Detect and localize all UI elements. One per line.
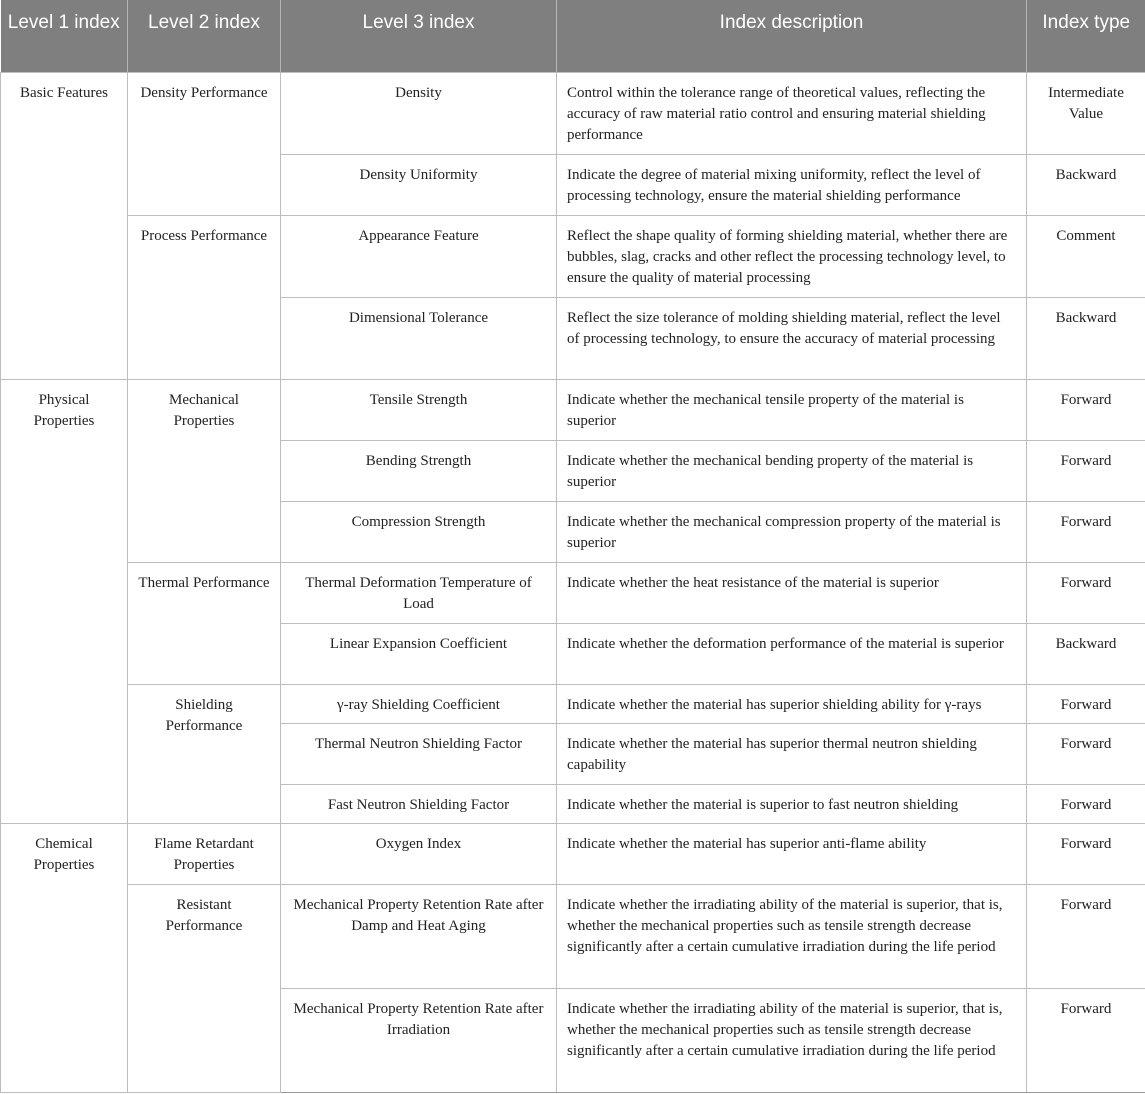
level3-cell: Mechanical Property Retention Rate after Damp and Heat Aging <box>281 884 557 988</box>
description-cell: Indicate whether the deformation performance of the material is superior <box>557 623 1027 684</box>
description-cell: Indicate whether the mechanical tensile property of the material is superior <box>557 379 1027 440</box>
level3-cell: Dimensional Tolerance <box>281 297 557 379</box>
table-row <box>1 684 1145 723</box>
type-cell: Forward <box>1027 501 1145 562</box>
description-cell: Control within the tolerance range of theoretical values, reflecting the accuracy of raw material ratio control and ensuring material shielding performance <box>557 72 1027 154</box>
level2-cell: Mechanical Properties <box>128 379 281 562</box>
level3-cell: Mechanical Property Retention Rate after Irradiation <box>281 988 557 1092</box>
level3-cell: Density Uniformity <box>281 154 557 215</box>
level3-cell: Tensile Strength <box>281 379 557 440</box>
table-row <box>1 379 1145 440</box>
type-cell: Forward <box>1027 723 1145 784</box>
type-cell: Comment <box>1027 215 1145 297</box>
type-cell: Forward <box>1027 988 1145 1092</box>
level2-cell: Flame Retardant Properties <box>128 823 281 884</box>
description-cell: Indicate whether the mechanical bending property of the material is superior <box>557 440 1027 501</box>
type-cell: Intermediate Value <box>1027 72 1145 154</box>
type-cell: Forward <box>1027 562 1145 623</box>
type-cell: Backward <box>1027 623 1145 684</box>
type-cell: Backward <box>1027 154 1145 215</box>
description-cell: Reflect the size tolerance of molding shielding material, reflect the level of processing technology, to ensure the accuracy of material processing <box>557 297 1027 379</box>
description-cell: Indicate whether the material is superior to fast neutron shielding <box>557 784 1027 823</box>
level3-cell: Linear Expansion Coefficient <box>281 623 557 684</box>
table-row <box>1 562 1145 623</box>
level1-cell: Physical Properties <box>1 379 128 823</box>
description-cell: Indicate whether the material has superior shielding ability for γ-rays <box>557 684 1027 723</box>
level2-cell: Density Performance <box>128 72 281 215</box>
type-cell: Forward <box>1027 884 1145 988</box>
type-cell: Forward <box>1027 684 1145 723</box>
description-cell: Indicate whether the heat resistance of the material is superior <box>557 562 1027 623</box>
level2-cell: Resistant Performance <box>128 884 281 1092</box>
header-level2: Level 2 index <box>128 0 281 72</box>
type-cell: Forward <box>1027 379 1145 440</box>
level3-cell: Density <box>281 72 557 154</box>
description-cell: Indicate whether the irradiating ability of the material is superior, that is, whether the mechanical properties such as tensile strength decrease significantly after a certain cumulative irradiation during the life period <box>557 884 1027 988</box>
type-cell: Forward <box>1027 440 1145 501</box>
header-type: Index type <box>1027 0 1145 72</box>
table-row <box>1 215 1145 297</box>
level3-cell: Compression Strength <box>281 501 557 562</box>
level2-cell: Process Performance <box>128 215 281 379</box>
level3-cell: Bending Strength <box>281 440 557 501</box>
header-description: Index description <box>557 0 1027 72</box>
level3-cell: Fast Neutron Shielding Factor <box>281 784 557 823</box>
description-cell: Indicate the degree of material mixing uniformity, reflect the level of processing technology, ensure the material shielding performance <box>557 154 1027 215</box>
type-cell: Forward <box>1027 823 1145 884</box>
level1-cell: Chemical Properties <box>1 823 128 1092</box>
table-row <box>1 823 1145 884</box>
type-cell: Forward <box>1027 784 1145 823</box>
header-level1: Level 1 index <box>1 0 128 72</box>
level2-cell: Thermal Performance <box>128 562 281 684</box>
type-cell: Backward <box>1027 297 1145 379</box>
level1-cell: Basic Features <box>1 72 128 379</box>
level3-cell: Thermal Neutron Shielding Factor <box>281 723 557 784</box>
table-row <box>1 72 1145 154</box>
description-cell: Indicate whether the material has superior anti-flame ability <box>557 823 1027 884</box>
description-cell: Reflect the shape quality of forming shielding material, whether there are bubbles, slag, cracks and other reflect the processing technology level, to ensure the quality of material processing <box>557 215 1027 297</box>
description-cell: Indicate whether the material has superior thermal neutron shielding capability <box>557 723 1027 784</box>
level3-cell: Appearance Feature <box>281 215 557 297</box>
header-level3: Level 3 index <box>281 0 557 72</box>
level3-cell: Oxygen Index <box>281 823 557 884</box>
description-cell: Indicate whether the mechanical compression property of the material is superior <box>557 501 1027 562</box>
level2-cell: Shielding Performance <box>128 684 281 823</box>
table-row <box>1 884 1145 988</box>
level3-cell: γ-ray Shielding Coefficient <box>281 684 557 723</box>
description-cell: Indicate whether the irradiating ability of the material is superior, that is, whether the mechanical properties such as tensile strength decrease significantly after a certain cumulative irradiation during the life period <box>557 988 1027 1092</box>
level3-cell: Thermal Deformation Temperature of Load <box>281 562 557 623</box>
header-row <box>1 0 1145 72</box>
